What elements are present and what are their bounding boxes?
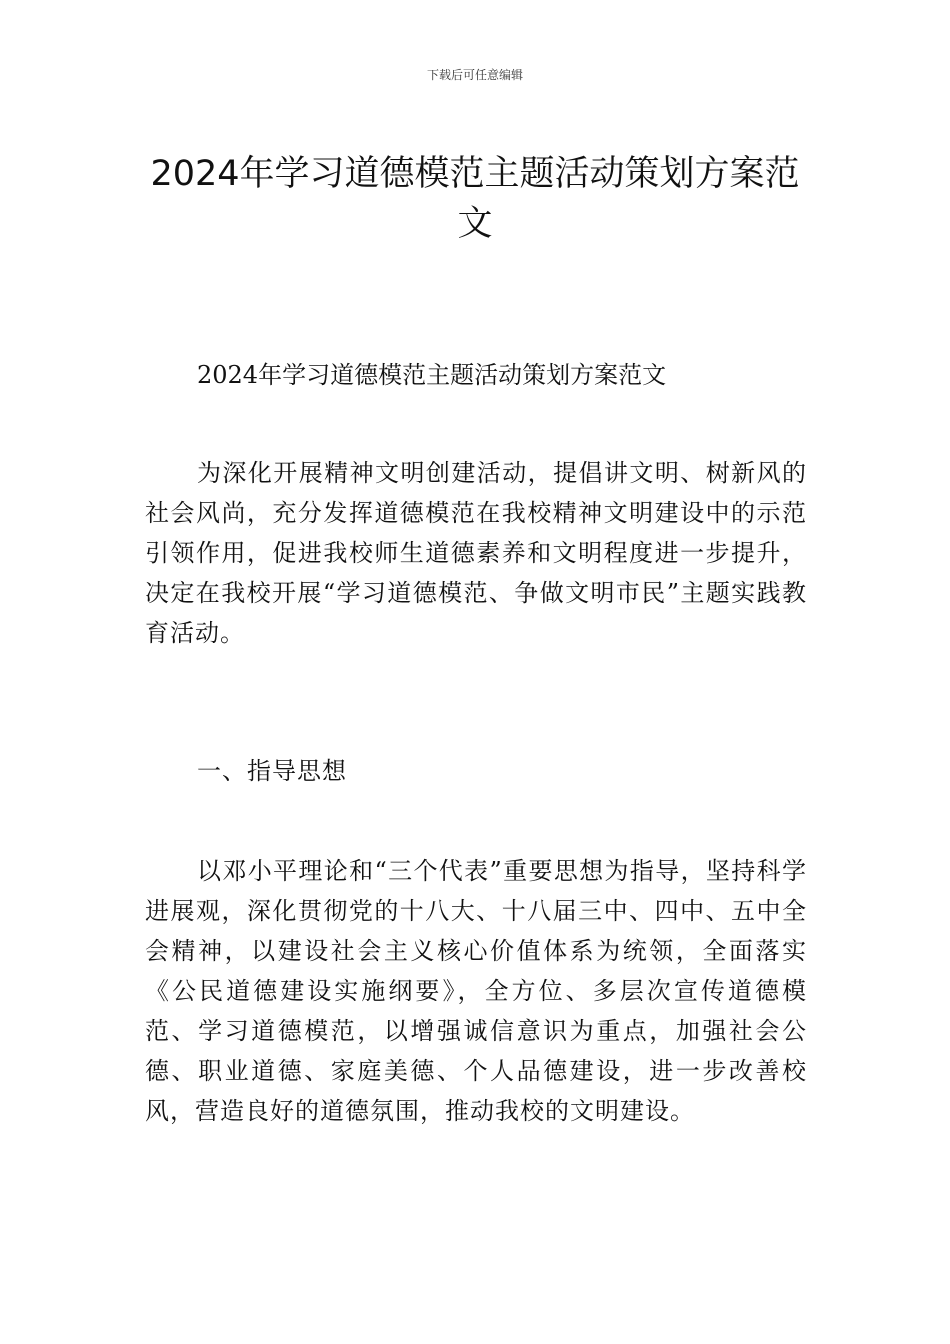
repeated-title-paragraph: 2024年学习道德模范主题活动策划方案范文 <box>197 361 667 389</box>
section-heading-guiding-ideology: 一、指导思想 <box>197 757 347 785</box>
intro-paragraph: 为深化开展精神文明创建活动，提倡讲文明、树新风的社会风尚，充分发挥道德模范在我校精神文明建设中的示范引领作用，促进我校师生道德素养和文明程度进一步提升，决定在我校开展“学习道德模范、争做文明市民”主题实践教育活动。 <box>145 459 807 647</box>
guiding-ideology-paragraph: 以邓小平理论和“三个代表”重要思想为指导，坚持科学进展观，深化贯彻党的十八大、十八届三中、四中、五中全会精神，以建设社会主义核心价值体系为统领，全面落实《公民道德建设实施纲要》，全方位、多层次宣传道德模范、学习道德模范，以增强诚信意识为重点，加强社会公德、职业道德、家庭美德、个人品德建设，进一步改善校风，营造良好的道德氛围，推动我校的文明建设。 <box>145 857 807 1125</box>
document-title: 2024年学习道德模范主题活动策划方案范文 <box>150 154 800 245</box>
header-note: 下载后可任意编辑 <box>426 68 523 82</box>
